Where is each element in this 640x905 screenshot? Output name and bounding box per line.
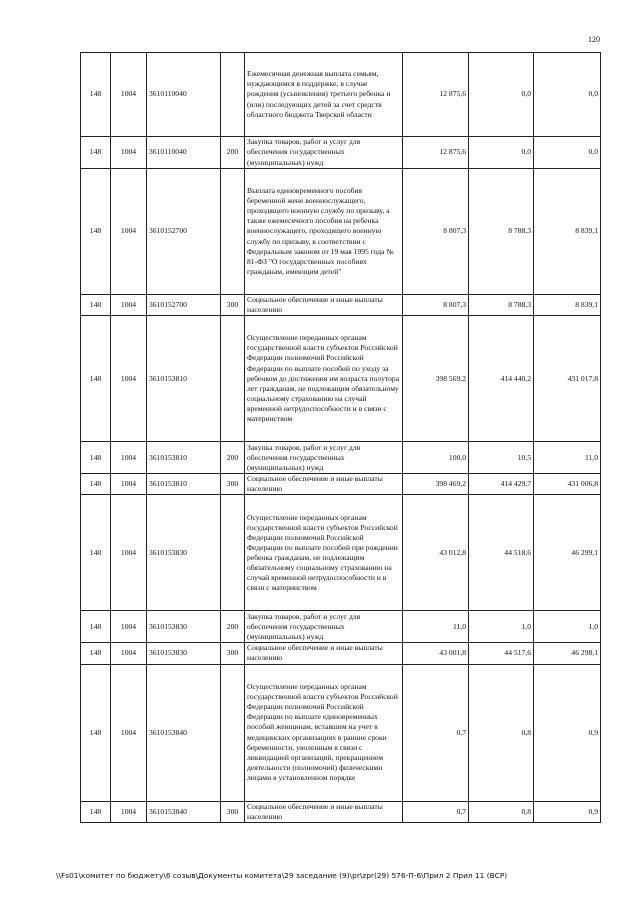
target-article-cell: 3610152700 xyxy=(147,169,221,295)
item-name-cell: Социальное обеспечение и иные выплаты населению xyxy=(245,295,403,316)
amount-year3-cell: 1,0 xyxy=(534,611,601,643)
table-row xyxy=(81,169,601,295)
amount-year1-cell: 8 807,3 xyxy=(403,169,469,295)
target-article-cell: 3610153830 xyxy=(147,611,221,643)
page-number: 120 xyxy=(588,35,600,44)
target-article-cell: 3610153840 xyxy=(147,664,221,801)
grbs-code-cell: 148 xyxy=(81,295,111,316)
amount-year3-cell: 0,9 xyxy=(534,664,601,801)
expense-type-cell xyxy=(221,316,245,442)
table-row xyxy=(81,442,601,474)
amount-year1-cell: 0,7 xyxy=(403,801,469,822)
table-row xyxy=(81,611,601,643)
target-article-cell: 3610153830 xyxy=(147,643,221,664)
grbs-code-cell: 148 xyxy=(81,495,111,611)
item-name-cell: Ежемесячная денежная выплата семьям, нуждающимся в поддержке, в случае рождения (усыновления) третьего ребенка и (или) последующих детей за счет средств областного бюджета Тверской области xyxy=(245,53,403,137)
amount-year2-cell: 414 440,2 xyxy=(469,316,534,442)
target-article-cell: 3610153810 xyxy=(147,316,221,442)
section-code-cell: 1004 xyxy=(111,801,147,822)
item-name-cell: Осуществление переданных органам государственной власти субъектов Российской Федерации полномочий Российской Федерации по выплате пособий при рождении ребенка гражданам, не подлежащим обязательному социальному страхованию на случай временной нетрудоспособности и в связи с материнством xyxy=(245,495,403,611)
amount-year1-cell: 398 569,2 xyxy=(403,316,469,442)
expense-type-cell: 300 xyxy=(221,295,245,316)
item-name-cell: Выплата единовременного пособия беременной жене военнослужащего, проходящего военную службу по призыву, а также ежемесячного пособия на ребенка военнослужащего, проходящего военную службу по призыву, в соответствии с Федеральным законом от 19 мая 1995 года № 81-ФЗ "О государственных пособиях гражданам, имеющим детей" xyxy=(245,169,403,295)
amount-year3-cell: 431 017,8 xyxy=(534,316,601,442)
item-name-cell: Закупка товаров, работ и услуг для обеспечения государственных (муниципальных) нужд xyxy=(245,442,403,474)
amount-year1-cell: 0,7 xyxy=(403,664,469,801)
amount-year3-cell: 46 298,1 xyxy=(534,643,601,664)
amount-year3-cell: 431 006,8 xyxy=(534,474,601,495)
amount-year2-cell: 0,8 xyxy=(469,664,534,801)
expense-type-cell xyxy=(221,495,245,611)
item-name-cell: Закупка товаров, работ и услуг для обеспечения государственных (муниципальных) нужд xyxy=(245,137,403,169)
grbs-code-cell: 148 xyxy=(81,316,111,442)
table-row xyxy=(81,137,601,169)
table-row xyxy=(81,53,601,137)
amount-year2-cell: 0,0 xyxy=(469,137,534,169)
amount-year1-cell: 100,0 xyxy=(403,442,469,474)
item-name-cell: Осуществление переданных органам государственной власти субъектов Российской Федерации полномочий Российской Федерации по выплате единовременных пособий женщинам, вставшим на учет в медицинских организациях в ранние сроки беременности, уволенным в связи с ликвидацией организаций, прекращением деятельности (полномочий) физическими лицами в установленном порядке xyxy=(245,664,403,801)
table-row xyxy=(81,664,601,801)
section-code-cell: 1004 xyxy=(111,495,147,611)
amount-year2-cell: 0,0 xyxy=(469,53,534,137)
table-row xyxy=(81,474,601,495)
expense-type-cell: 300 xyxy=(221,474,245,495)
amount-year3-cell: 0,0 xyxy=(534,53,601,137)
item-name-cell: Осуществление переданных органам государственной власти субъектов Российской Федерации полномочий Российской Федерации по выплате пособий по уходу за ребенком до достижения им возраста полутора лет гражданам, не подлежащим обязательному социальному страхованию на случай временной нетрудоспособности и в связи с материнством xyxy=(245,316,403,442)
grbs-code-cell: 148 xyxy=(81,801,111,822)
item-name-cell: Закупка товаров, работ и услуг для обеспечения государственных (муниципальных) нужд xyxy=(245,611,403,643)
expense-type-cell xyxy=(221,664,245,801)
section-code-cell: 1004 xyxy=(111,611,147,643)
grbs-code-cell: 148 xyxy=(81,53,111,137)
section-code-cell: 1004 xyxy=(111,295,147,316)
section-code-cell: 1004 xyxy=(111,137,147,169)
amount-year1-cell: 398 469,2 xyxy=(403,474,469,495)
table-row xyxy=(81,643,601,664)
amount-year1-cell: 8 807,3 xyxy=(403,295,469,316)
item-name-cell: Социальное обеспечение и иные выплаты населению xyxy=(245,643,403,664)
expense-type-cell: 300 xyxy=(221,801,245,822)
footer-file-path: \\Fs01\комитет по бюджету\6 созыв\Документы комитета\29 заседание (9)\pr\zpr(29) 576-П-6\Прил 2 Прил 11 (ВСР) xyxy=(56,871,508,880)
target-article-cell: 3610153840 xyxy=(147,801,221,822)
amount-year1-cell: 43 001,8 xyxy=(403,643,469,664)
amount-year2-cell: 1,0 xyxy=(469,611,534,643)
budget-table xyxy=(80,52,601,823)
item-name-cell: Социальное обеспечение и иные выплаты населению xyxy=(245,474,403,495)
grbs-code-cell: 148 xyxy=(81,664,111,801)
amount-year3-cell: 0,0 xyxy=(534,137,601,169)
amount-year3-cell: 8 839,1 xyxy=(534,169,601,295)
expense-type-cell: 300 xyxy=(221,643,245,664)
amount-year2-cell: 8 788,3 xyxy=(469,169,534,295)
section-code-cell: 1004 xyxy=(111,643,147,664)
target-article-cell: 3610153830 xyxy=(147,495,221,611)
target-article-cell: 3610110040 xyxy=(147,53,221,137)
amount-year1-cell: 11,0 xyxy=(403,611,469,643)
amount-year2-cell: 44 518,6 xyxy=(469,495,534,611)
amount-year3-cell: 11,0 xyxy=(534,442,601,474)
target-article-cell: 3610152700 xyxy=(147,295,221,316)
grbs-code-cell: 148 xyxy=(81,611,111,643)
grbs-code-cell: 148 xyxy=(81,442,111,474)
amount-year2-cell: 0,8 xyxy=(469,801,534,822)
table-row xyxy=(81,295,601,316)
grbs-code-cell: 148 xyxy=(81,137,111,169)
expense-type-cell: 200 xyxy=(221,137,245,169)
target-article-cell: 3610110040 xyxy=(147,137,221,169)
expense-type-cell: 200 xyxy=(221,611,245,643)
table-row xyxy=(81,495,601,611)
grbs-code-cell: 148 xyxy=(81,474,111,495)
item-name-cell: Социальное обеспечение и иные выплаты населению xyxy=(245,801,403,822)
section-code-cell: 1004 xyxy=(111,316,147,442)
amount-year3-cell: 0,9 xyxy=(534,801,601,822)
amount-year1-cell: 12 875,6 xyxy=(403,53,469,137)
amount-year2-cell: 8 788,3 xyxy=(469,295,534,316)
amount-year2-cell: 44 517,6 xyxy=(469,643,534,664)
amount-year2-cell: 414 429,7 xyxy=(469,474,534,495)
grbs-code-cell: 148 xyxy=(81,643,111,664)
amount-year2-cell: 10,5 xyxy=(469,442,534,474)
amount-year1-cell: 12 875,6 xyxy=(403,137,469,169)
grbs-code-cell: 148 xyxy=(81,169,111,295)
section-code-cell: 1004 xyxy=(111,474,147,495)
amount-year1-cell: 43 012,8 xyxy=(403,495,469,611)
section-code-cell: 1004 xyxy=(111,169,147,295)
section-code-cell: 1004 xyxy=(111,664,147,801)
section-code-cell: 1004 xyxy=(111,53,147,137)
expense-type-cell: 200 xyxy=(221,442,245,474)
amount-year3-cell: 8 839,1 xyxy=(534,295,601,316)
target-article-cell: 3610153810 xyxy=(147,474,221,495)
expense-type-cell xyxy=(221,169,245,295)
target-article-cell: 3610153810 xyxy=(147,442,221,474)
amount-year3-cell: 46 299,1 xyxy=(534,495,601,611)
section-code-cell: 1004 xyxy=(111,442,147,474)
table-row xyxy=(81,316,601,442)
table-row xyxy=(81,801,601,822)
expense-type-cell xyxy=(221,53,245,137)
